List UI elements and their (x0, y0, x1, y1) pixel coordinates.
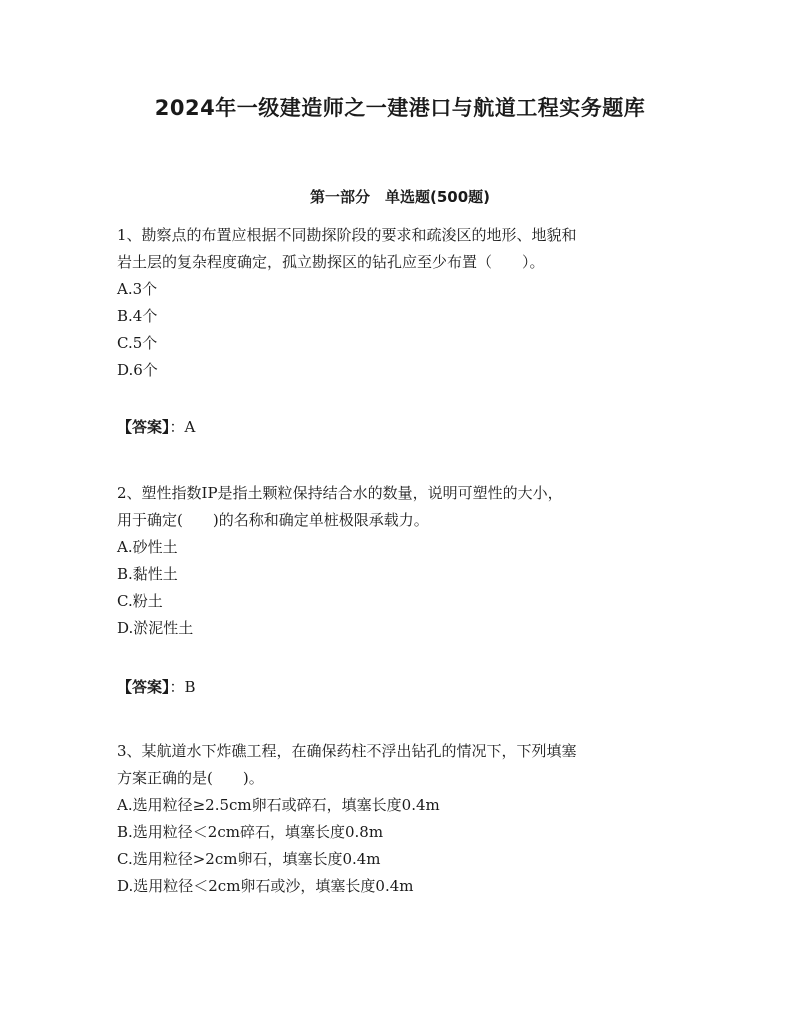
question-2-option-a: A.砂性土 (117, 538, 178, 556)
question-1-stem-line-1: 1、勘察点的布置应根据不同勘探阶段的要求和疏浚区的地形、地貌和 (117, 226, 577, 244)
question-3-option-d: D.选用粒径＜2cm卵石或沙，填塞长度0.4m (117, 877, 414, 895)
question-1-option-a: A.3个 (117, 280, 158, 298)
question-3-stem-line-1: 3、某航道水下炸礁工程，在确保药柱不浮出钻孔的情况下，下列填塞 (117, 742, 577, 760)
question-2-stem-line-1: 2、塑性指数IP是指土颗粒保持结合水的数量，说明可塑性的大小， (117, 484, 563, 502)
answer-label: 【答案】 (117, 418, 170, 436)
answer-label: 【答案】 (117, 678, 170, 696)
question-1-option-c: C.5个 (117, 334, 158, 352)
question-1-option-b: B.4个 (117, 307, 158, 325)
question-2 (117, 480, 687, 642)
question-2-option-c: C.粉土 (117, 592, 163, 610)
question-3-option-b: B.选用粒径＜2cm碎石，填塞长度0.8m (117, 823, 384, 841)
question-3-stem-line-2: 方案正确的是( )。 (117, 769, 264, 787)
question-2-option-d: D.淤泥性土 (117, 619, 194, 637)
question-3 (117, 738, 687, 900)
question-1-option-d: D.6个 (117, 361, 158, 379)
question-3-option-c: C.选用粒径>2cm卵石，填塞长度0.4m (117, 850, 381, 868)
question-3-option-a: A.选用粒径≥2.5cm卵石或碎石，填塞长度0.4m (117, 796, 440, 814)
answer-value: ：B (169, 678, 196, 696)
section-title: 第一部分 单选题(500题) (309, 188, 491, 206)
page-title: 2024年一级建造师之一建港口与航道工程实务题库 (154, 96, 646, 120)
question-1 (117, 222, 687, 384)
question-1-answer (117, 416, 195, 437)
question-2-option-b: B.黏性土 (117, 565, 178, 583)
answer-value: ：A (169, 418, 196, 436)
question-2-answer (117, 676, 196, 697)
question-2-stem-line-2: 用于确定( )的名称和确定单桩极限承载力。 (117, 511, 429, 529)
question-1-stem-line-2: 岩土层的复杂程度确定，孤立勘探区的钻孔应至少布置（ ）。 (117, 253, 545, 271)
